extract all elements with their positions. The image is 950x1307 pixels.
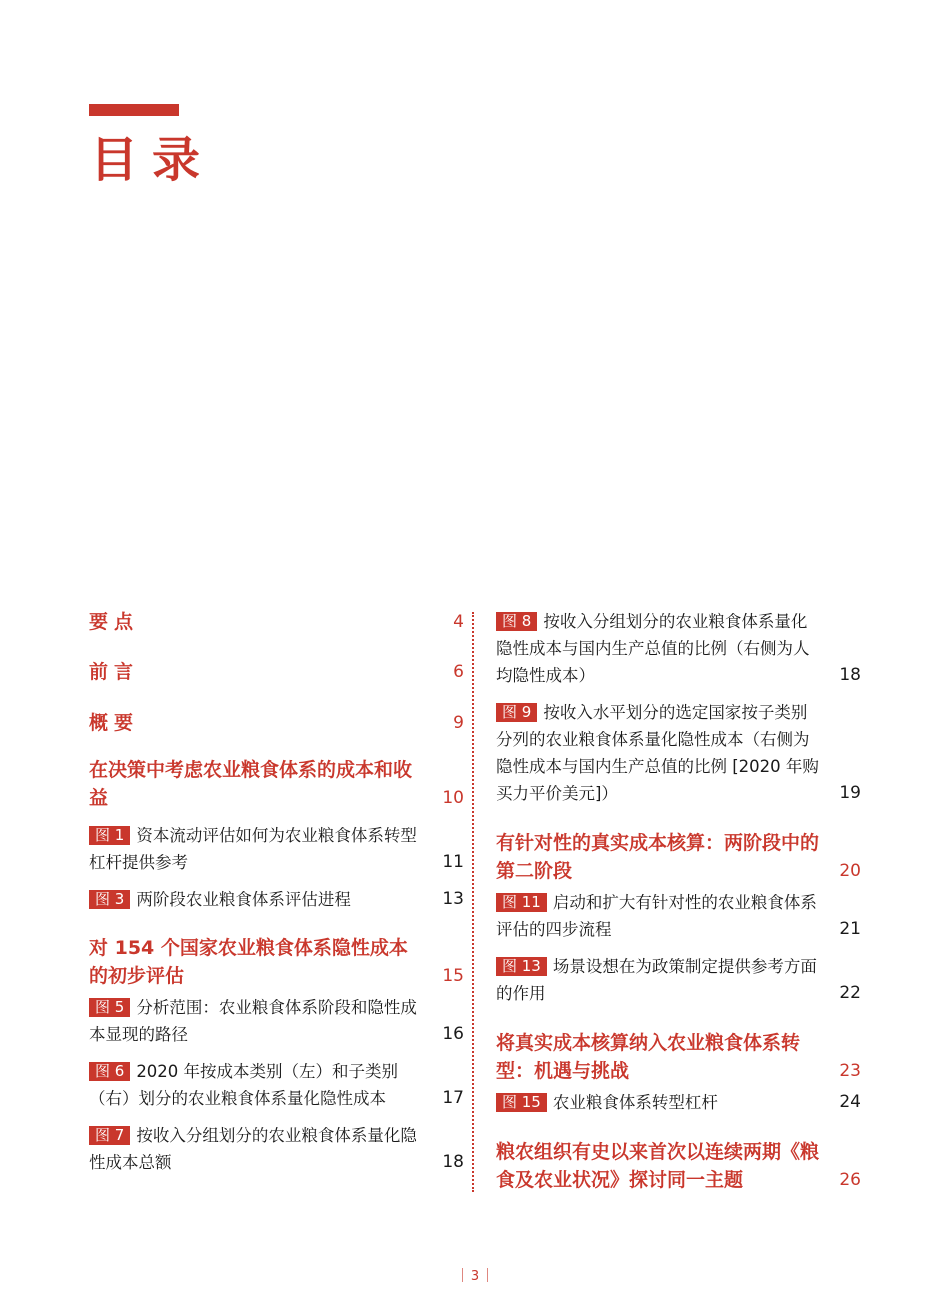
toc-entry-section[interactable] xyxy=(89,756,464,812)
toc-entry-title: 将真实成本核算纳入农业粮食体系转型：机遇与挑战 xyxy=(496,1032,801,1082)
toc-entry-executive-summary[interactable] xyxy=(89,709,464,745)
toc-entry-page: 23 xyxy=(839,1061,861,1081)
toc-entry-page: 20 xyxy=(839,861,861,881)
toc-entry-title: 按收入分组划分的农业粮食体系量化隐性成本总额 xyxy=(89,1126,417,1172)
toc-entry-title: 场景设想在为政策制定提供参考方面的作用 xyxy=(496,957,817,1003)
toc-entry-title: 两阶段农业粮食体系评估进程 xyxy=(136,890,351,909)
page-number: 3 xyxy=(470,1269,480,1284)
column-divider xyxy=(472,612,474,1192)
toc-entry-title: 按收入水平划分的选定国家按子类别分列的农业粮食体系量化隐性成本（右侧为隐性成本与国内生产总值的比例 [2020 年购买力平价美元]） xyxy=(496,703,819,803)
toc-entry-title: 分析范围：农业粮食体系阶段和隐性成本显现的路径 xyxy=(89,998,417,1044)
toc-entry-title: 在决策中考虑农业粮食体系的成本和收益 xyxy=(89,759,413,809)
toc-entry-title: 要点 xyxy=(89,611,140,633)
figure-badge: 图 15 xyxy=(496,1093,547,1112)
figure-badge: 图 7 xyxy=(89,1126,130,1145)
toc-figure-entry[interactable] xyxy=(496,699,861,807)
figure-badge: 图 9 xyxy=(496,703,537,722)
toc-figure-entry[interactable] xyxy=(89,886,464,913)
toc-figure-entry[interactable] xyxy=(89,822,464,876)
toc-entry-page: 4 xyxy=(453,612,464,632)
toc-figure-entry[interactable] xyxy=(496,608,861,689)
title-accent-bar xyxy=(89,104,179,116)
toc-entry-page: 18 xyxy=(839,665,861,685)
toc-entry-title: 概要 xyxy=(89,712,140,734)
toc-entry-title: 前言 xyxy=(89,661,140,683)
toc-right-column xyxy=(496,608,861,1194)
toc-entry-title: 农业粮食体系转型杠杆 xyxy=(552,1093,718,1112)
toc-left-column xyxy=(89,608,464,1176)
page-title: 目录 xyxy=(90,132,215,188)
toc-figure-entry[interactable] xyxy=(496,889,861,943)
toc-entry-section[interactable] xyxy=(89,934,464,990)
toc-entry-page: 21 xyxy=(839,919,861,939)
toc-entry-key-messages[interactable] xyxy=(89,608,464,644)
footer-bar-left xyxy=(462,1268,463,1282)
figure-badge: 图 13 xyxy=(496,957,547,976)
toc-entry-title: 对 154 个国家农业粮食体系隐性成本的初步评估 xyxy=(89,937,408,987)
figure-badge: 图 3 xyxy=(89,890,130,909)
toc-entry-title: 粮农组织有史以来首次以连续两期《粮食及农业状况》探讨同一主题 xyxy=(496,1141,820,1191)
figure-badge: 图 8 xyxy=(496,612,537,631)
toc-entry-page: 18 xyxy=(442,1152,464,1172)
toc-entry-page: 15 xyxy=(442,966,464,986)
toc-entry-page: 26 xyxy=(839,1170,861,1190)
toc-entry-page: 22 xyxy=(839,983,861,1003)
toc-entry-page: 10 xyxy=(442,788,464,808)
figure-badge: 图 5 xyxy=(89,998,130,1017)
figure-badge: 图 1 xyxy=(89,826,130,845)
figure-badge: 图 6 xyxy=(89,1062,130,1081)
toc-entry-title: 2020 年按成本类别（左）和子类别（右）划分的农业粮食体系量化隐性成本 xyxy=(89,1062,399,1108)
page-footer xyxy=(0,1268,950,1284)
toc-figure-entry[interactable] xyxy=(496,953,861,1007)
toc-figure-entry[interactable] xyxy=(89,1122,464,1176)
toc-entry-foreword[interactable] xyxy=(89,658,464,694)
toc-entry-page: 13 xyxy=(442,889,464,909)
toc-entry-page: 6 xyxy=(453,662,464,682)
toc-entry-title: 启动和扩大有针对性的农业粮食体系评估的四步流程 xyxy=(496,893,817,939)
toc-entry-section[interactable] xyxy=(496,1029,861,1085)
footer-bar-right xyxy=(487,1268,488,1282)
figure-badge: 图 11 xyxy=(496,893,547,912)
toc-entry-title: 有针对性的真实成本核算：两阶段中的第二阶段 xyxy=(496,832,820,882)
toc-figure-entry[interactable] xyxy=(89,994,464,1048)
toc-entry-page: 19 xyxy=(839,783,861,803)
toc-figure-entry[interactable] xyxy=(89,1058,464,1112)
toc-figure-entry[interactable] xyxy=(496,1089,861,1116)
toc-entry-page: 11 xyxy=(442,852,464,872)
toc-entry-title: 资本流动评估如何为农业粮食体系转型杠杆提供参考 xyxy=(89,826,417,872)
toc-entry-page: 16 xyxy=(442,1024,464,1044)
toc-entry-page: 17 xyxy=(442,1088,464,1108)
toc-entry-page: 24 xyxy=(839,1092,861,1112)
toc-entry-section[interactable] xyxy=(496,1138,861,1194)
toc-entry-title: 按收入分组划分的农业粮食体系量化隐性成本与国内生产总值的比例（右侧为人均隐性成本） xyxy=(496,612,810,685)
toc-entry-page: 9 xyxy=(453,713,464,733)
toc-entry-section[interactable] xyxy=(496,829,861,885)
